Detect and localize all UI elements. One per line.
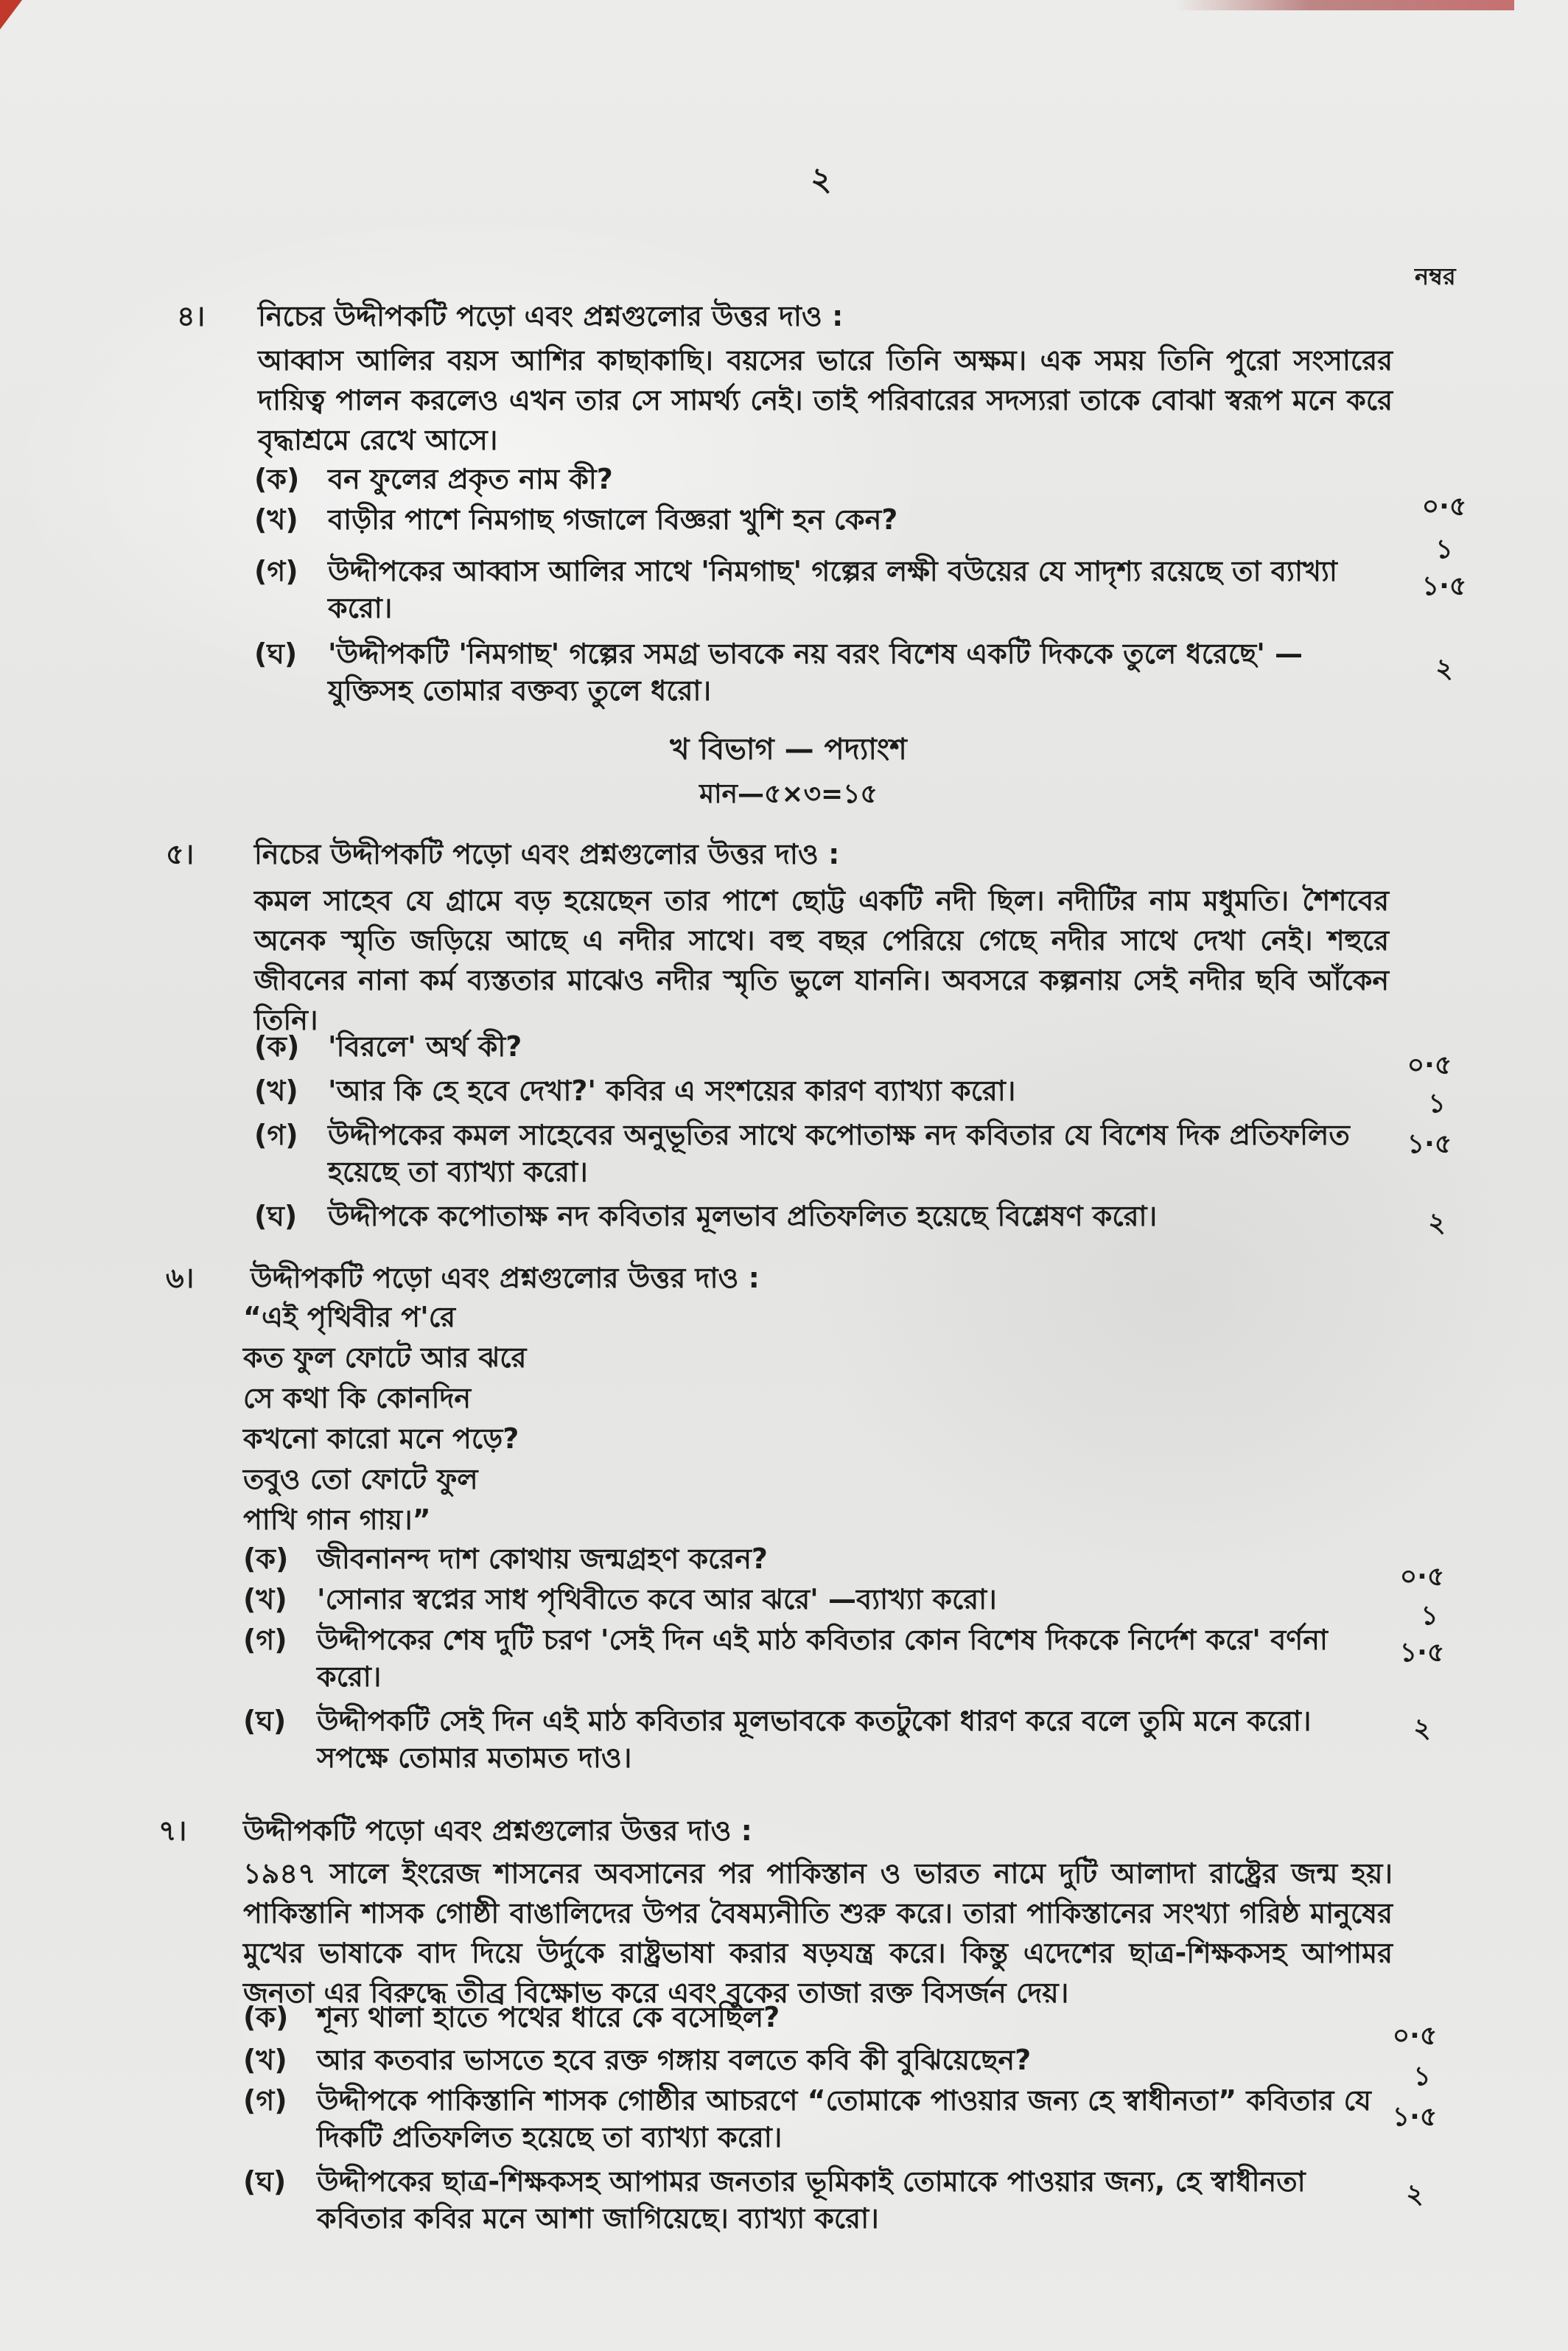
q4-sub-ga <box>254 553 1404 626</box>
sub-label: (খ) <box>254 1075 298 1107</box>
poem-line: কত ফুল ফোটে আর ঝরে <box>243 1341 527 1374</box>
sub-text: 'আর কি হে হবে দেখা?' কবির এ সংশয়ের কারণ ব্যাখ্যা করো। <box>328 1075 1016 1107</box>
sub-text: উদ্দীপকের কমল সাহেবের অনুভূতির সাথে কপোতাক্ষ নদ কবিতার যে বিশেষ দিক প্রতিফলিত হয়েছে তা ব্যাখ্যা করো। <box>328 1119 1350 1188</box>
q4-sub-kha <box>254 501 1404 538</box>
q7-ga-mark: ১·৫ <box>1392 2102 1438 2132</box>
sub-text: উদ্দীপকের আব্বাস আলির সাথে 'নিমগাছ' গল্পের লক্ষী বউয়ের যে সাদৃশ্য রয়েছে তা ব্যাখ্যা করো। <box>328 555 1337 624</box>
section-marks: মান—৫×৩=১৫ <box>699 779 878 809</box>
poem-line: সে কথা কি কোনদিন <box>243 1382 472 1414</box>
sub-text: বাড়ীর পাশে নিমগাছ গজালে বিজ্ঞরা খুশি হন কেন? <box>328 503 898 536</box>
q6-sub-ga <box>243 1621 1393 1695</box>
q7-sub-ga <box>243 2082 1393 2156</box>
poem-line: পাখি গান গায়।” <box>243 1503 431 1536</box>
q5-sub-kha <box>254 1072 1404 1109</box>
q6-ga-mark: ১·৫ <box>1399 1638 1445 1668</box>
q6-gha-mark: ২ <box>1413 1714 1431 1744</box>
q6-instruction: উদ্দীপকটি পড়ো এবং প্রশ্নগুলোর উত্তর দাও : <box>251 1262 760 1294</box>
question-number-5: ৫। <box>166 838 195 870</box>
page-number: ২ <box>811 161 832 198</box>
sub-label: (গ) <box>254 1119 298 1151</box>
sub-label: (ঘ) <box>254 637 298 670</box>
q7-gha-mark: ২ <box>1406 2179 1424 2209</box>
q4-stem: আব্বাস আলির বয়স আশির কাছাকাছি। বয়সের ভারে তিনি অক্ষম। এক সময় তিনি পুরো সংসারের দায়িত্ব পালন করলেও এখন তার সে সামর্থ্য নেই। তাই পরিবারের সদস্যরা তাকে বোঝা স্বরূপ মনে করে বৃদ্ধাশ্রমে রেখে আসে। <box>258 344 1393 456</box>
sub-text: উদ্দীপকে পাকিস্তানি শাসক গোষ্ঠীর আচরণে “তোমাকে পাওয়ার জন্য হে স্বাধীনতা” কবিতার যে দিকটি প্রতিফলিত হয়েছে তা ব্যাখ্যা করো। <box>317 2084 1371 2153</box>
sub-label: (ক) <box>243 2001 289 2033</box>
sub-label: (ক) <box>254 463 300 495</box>
q5-sub-ga <box>254 1117 1404 1190</box>
sub-text: বন ফুলের প্রকৃত নাম কী? <box>328 463 613 495</box>
q7-stem: ১৯৪৭ সালে ইংরেজ শাসনের অবসানের পর পাকিস্তান ও ভারত নামে দুটি আলাদা রাষ্ট্রের জন্ম হয়। পাকিস্তানি শাসক গোষ্ঠী বাঙালিদের উপর বৈষম্যনীতি শুরু করে। তারা পাকিস্তানের সংখ্যা গরিষ্ঠ মানুষের মুখের ভাষাকে বাদ দিয়ে উর্দুকে রাষ্ট্রভাষা করার ষড়যন্ত্র করে। কিন্তু এদেশের ছাত্র-শিক্ষকসহ আপামর জনতা এর বিরুদ্ধে তীব্র বিক্ষোভ করে এবং বুকের তাজা রক্ত বিসর্জন দেয়। <box>243 1857 1393 2009</box>
q4-ga-mark: ১·৫ <box>1421 571 1467 601</box>
question-number-7: ৭। <box>158 1814 187 1847</box>
q4-sub-gha <box>254 635 1404 709</box>
sub-label: (ঘ) <box>254 1200 298 1232</box>
question-number-4: ৪। <box>177 300 206 332</box>
q5-sub-ka <box>254 1028 1404 1065</box>
sub-text: উদ্দীপকের ছাত্র-শিক্ষকসহ আপামর জনতার ভূমিকাই তোমাকে পাওয়ার জন্য, হে স্বাধীনতা কবিতার কবির মনে আশা জাগিয়েছে। ব্যাখ্যা করো। <box>317 2165 1306 2235</box>
sub-label: (ঘ) <box>243 1705 287 1737</box>
q7-kha-mark: ১ <box>1413 2061 1431 2092</box>
q7-sub-gha <box>243 2163 1393 2237</box>
q4-sub-ka <box>254 461 1404 497</box>
q5-ga-mark: ১·৫ <box>1407 1129 1452 1159</box>
q5-gha-mark: ২ <box>1428 1208 1446 1238</box>
marks-column-header: নম্বর <box>1415 262 1456 290</box>
q5-ka-mark: ০·৫ <box>1407 1050 1452 1080</box>
corner-stain <box>0 0 22 29</box>
sub-label: (গ) <box>243 1624 287 1656</box>
sub-text: উদ্দীপকে কপোতাক্ষ নদ কবিতার মূলভাব প্রতিফলিত হয়েছে বিশ্লেষণ করো। <box>328 1200 1158 1232</box>
q6-sub-ka <box>243 1540 1393 1577</box>
q6-poem <box>243 1297 526 1540</box>
sub-label: (খ) <box>243 2044 287 2076</box>
q7-sub-ka <box>243 1999 1393 2036</box>
q6-sub-kha <box>243 1581 1393 1618</box>
top-edge-stain <box>1175 0 1514 10</box>
sub-label: (খ) <box>254 503 298 536</box>
sub-label: (গ) <box>254 555 298 587</box>
q5-stem: কমল সাহেব যে গ্রামে বড় হয়েছেন তার পাশে ছোট্ট একটি নদী ছিল। নদীটির নাম মধুমতি। শৈশবের অনেক স্মৃতি জড়িয়ে আছে এ নদীর সাথে। বহু বছর পেরিয়ে গেছে নদীর সাথে দেখা নেই। শহুরে জীবনের নানা কর্ম ব্যস্ততার মাঝেও নদীর স্মৃতি ভুলে যাননি। অবসরে কল্পনায় সেই নদীর ছবি আঁকেন তিনি। <box>254 884 1389 1036</box>
sub-label: (ক) <box>243 1543 289 1575</box>
q4-gha-mark: ২ <box>1435 654 1453 684</box>
sub-label: (খ) <box>243 1583 287 1615</box>
sub-label: (গ) <box>243 2084 287 2117</box>
q6-kha-mark: ১ <box>1421 1601 1438 1631</box>
section-title: খ বিভাগ — পদ্যাংশ <box>670 733 907 766</box>
q4-kha-mark: ১ <box>1435 534 1453 565</box>
q5-kha-mark: ১ <box>1428 1089 1446 1119</box>
q4-ka-mark: ০·৫ <box>1421 492 1467 522</box>
sub-label: (ক) <box>254 1030 300 1063</box>
poem-line: “এই পৃথিবীর প'রে <box>243 1301 456 1333</box>
sub-text: শূন্য থালা হাতে পথের ধারে কে বসেছিল? <box>317 2001 780 2033</box>
question-number-6: ৬। <box>166 1262 195 1294</box>
poem-line: কখনো কারো মনে পড়ে? <box>243 1422 519 1455</box>
q7-ka-mark: ০·৫ <box>1392 2021 1438 2051</box>
q7-instruction: উদ্দীপকটি পড়ো এবং প্রশ্নগুলোর উত্তর দাও : <box>243 1814 752 1847</box>
poem-line: তবুও তো ফোটে ফুল <box>243 1463 478 1495</box>
sub-text: উদ্দীপকটি সেই দিন এই মাঠ কবিতার মূলভাবকে কতটুকো ধারণ করে বলে তুমি মনে করো। সপক্ষে তোমার মতামত দাও। <box>317 1705 1312 1774</box>
sub-label: (ঘ) <box>243 2165 287 2198</box>
sub-text: উদ্দীপকের শেষ দুটি চরণ 'সেই দিন এই মাঠ কবিতার কোন বিশেষ দিককে নির্দেশ করে' বর্ণনা করো। <box>317 1624 1328 1693</box>
q6-ka-mark: ০·৫ <box>1399 1562 1445 1592</box>
q6-sub-gha <box>243 1702 1393 1776</box>
sub-text: 'উদ্দীপকটি 'নিমগাছ' গল্পের সমগ্র ভাবকে নয় বরং বিশেষ একটি দিককে তুলে ধরেছে' — যুক্তিসহ তোমার বক্তব্য তুলে ধরো। <box>328 637 1303 707</box>
sub-text: 'সোনার স্বপ্নের সাধ পৃথিবীতে কবে আর ঝরে' —ব্যাখ্যা করো। <box>317 1583 997 1615</box>
q7-sub-kha <box>243 2041 1393 2078</box>
q5-instruction: নিচের উদ্দীপকটি পড়ো এবং প্রশ্নগুলোর উত্তর দাও : <box>254 838 840 870</box>
q4-instruction: নিচের উদ্দীপকটি পড়ো এবং প্রশ্নগুলোর উত্তর দাও : <box>258 300 844 332</box>
sub-text: জীবনানন্দ দাশ কোথায় জন্মগ্রহণ করেন? <box>317 1543 768 1575</box>
sub-text: 'বিরলে' অর্থ কী? <box>328 1030 522 1063</box>
q5-sub-gha <box>254 1198 1404 1234</box>
sub-text: আর কতবার ভাসতে হবে রক্ত গঙ্গায় বলতে কবি কী বুঝিয়েছেন? <box>317 2044 1032 2076</box>
